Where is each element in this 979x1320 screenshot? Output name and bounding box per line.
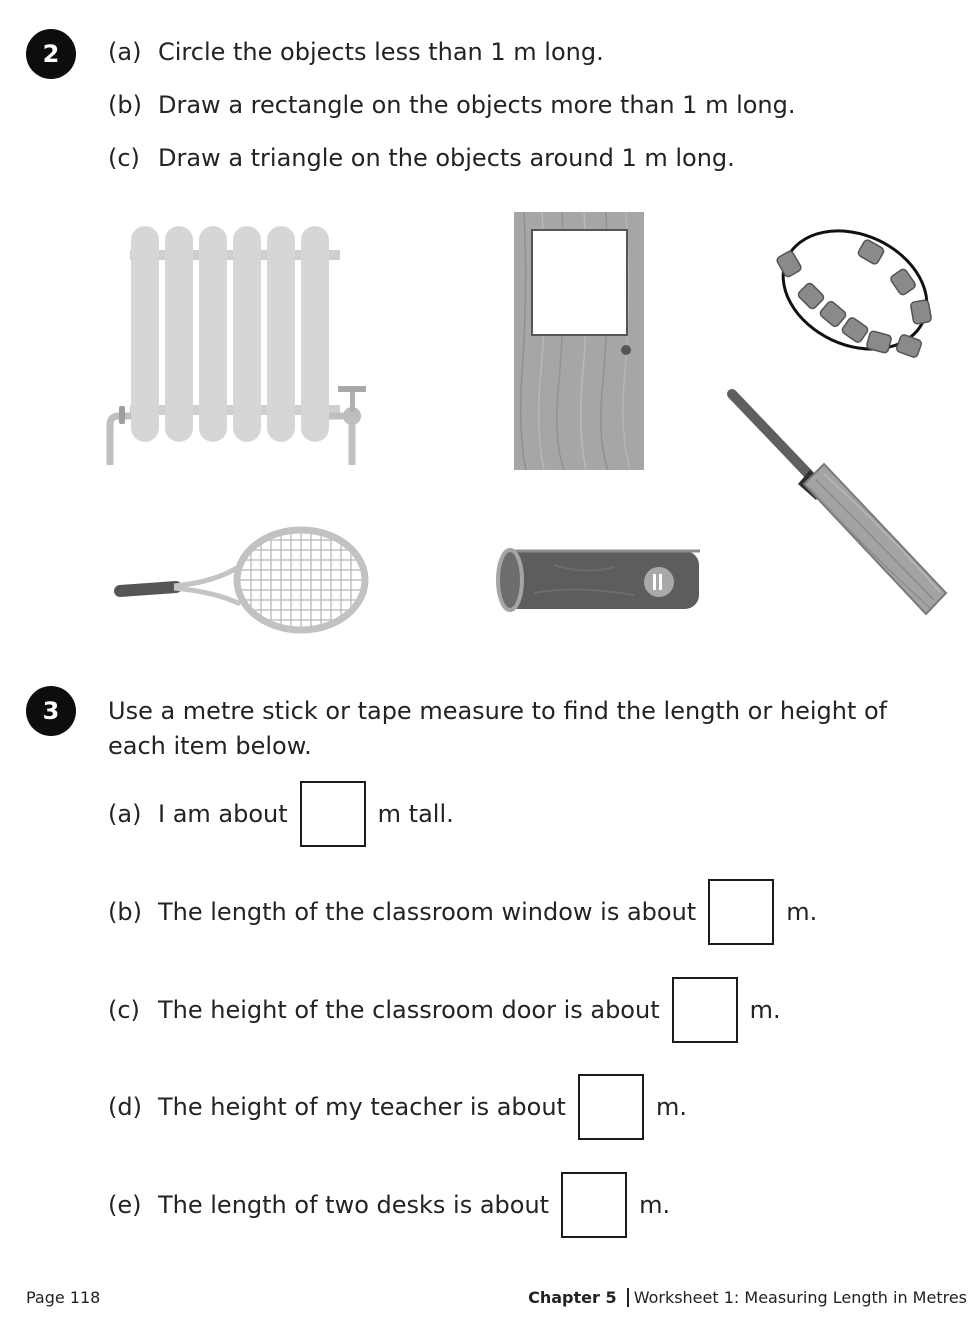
- q3-part-c: [108, 977, 781, 1043]
- footer-divider: [627, 1288, 629, 1307]
- answer-box[interactable]: [300, 781, 366, 847]
- part-label: (c): [108, 996, 140, 1024]
- part-label: (a): [108, 38, 142, 66]
- unit-text: m.: [639, 1191, 671, 1219]
- q3-part-a: [108, 781, 454, 847]
- part-text: The height of the classroom door is about: [158, 996, 660, 1024]
- part-label: (e): [108, 1191, 142, 1219]
- part-label: (a): [108, 800, 142, 828]
- pencil-case-image: [494, 545, 706, 613]
- q3-part-e: [108, 1172, 670, 1238]
- unit-text: m.: [786, 898, 818, 926]
- question-number-2: 2: [26, 29, 76, 79]
- part-text: Draw a rectangle on the objects more than 1 m long.: [158, 91, 796, 119]
- bead-bracelet-image: [770, 225, 945, 365]
- answer-box[interactable]: [672, 977, 738, 1043]
- door-image: [514, 212, 644, 470]
- part-text: The length of two desks is about: [158, 1191, 550, 1219]
- q2-part-a: [108, 38, 604, 66]
- part-text: The length of the classroom window is about: [158, 898, 697, 926]
- question-number-3: 3: [26, 686, 76, 736]
- q3-part-d: [108, 1074, 687, 1140]
- part-label: (b): [108, 898, 142, 926]
- q2-part-b: [108, 91, 796, 119]
- unit-text: m.: [749, 996, 781, 1024]
- part-label: (b): [108, 91, 142, 119]
- part-text: Circle the objects less than 1 m long.: [158, 38, 604, 66]
- part-label: (c): [108, 144, 140, 172]
- part-text: The height of my teacher is about: [158, 1093, 566, 1121]
- worksheet-title: Worksheet 1: Measuring Length in Metres: [633, 1288, 967, 1307]
- q3-part-b: [108, 879, 817, 945]
- radiator-image: [100, 220, 370, 470]
- answer-box[interactable]: [561, 1172, 627, 1238]
- unit-text: m.: [655, 1093, 687, 1121]
- q3-instructions: Use a metre stick or tape measure to find the length or height of each item below.: [108, 697, 888, 760]
- part-label: (d): [108, 1093, 142, 1121]
- tennis-racket-image: [116, 520, 376, 640]
- part-text: I am about: [158, 800, 288, 828]
- unit-text: m tall.: [377, 800, 454, 828]
- part-text: Draw a triangle on the objects around 1 m long.: [158, 144, 735, 172]
- footer-chapter-title: [528, 1288, 967, 1307]
- cricket-bat-image: [724, 388, 949, 623]
- q2-part-c: [108, 144, 735, 172]
- page-number: Page 118: [26, 1288, 101, 1307]
- chapter-label: Chapter 5: [528, 1288, 617, 1307]
- answer-box[interactable]: [708, 879, 774, 945]
- answer-box[interactable]: [578, 1074, 644, 1140]
